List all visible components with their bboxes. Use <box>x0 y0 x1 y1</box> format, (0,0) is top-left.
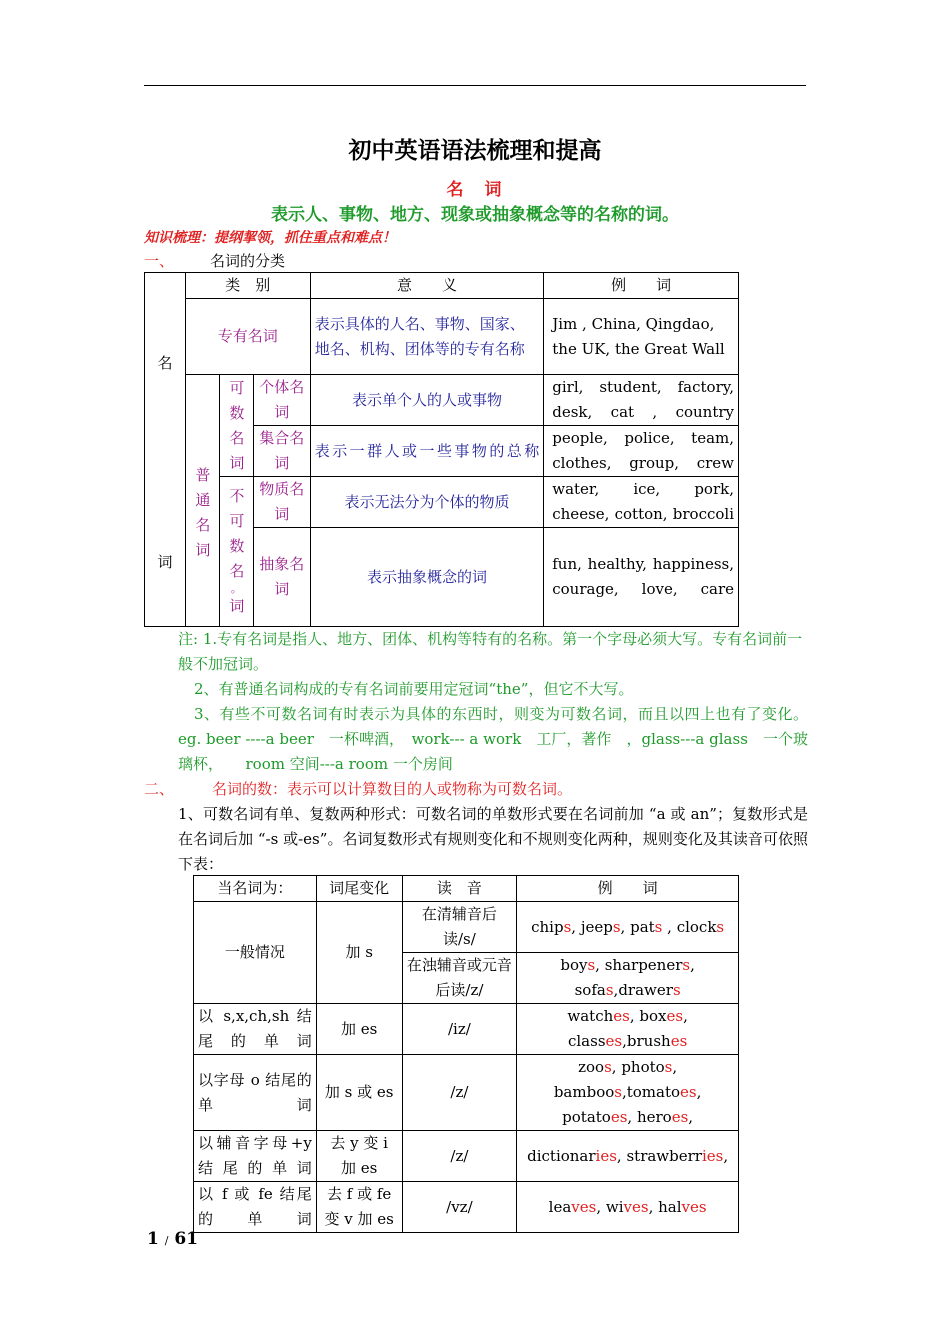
root-label-bottom: 词 <box>157 552 173 571</box>
example-word <box>627 1083 697 1101</box>
noun-definition: 表示人、事物、地方、现象或抽象概念等的名称的词。 <box>271 205 679 225</box>
current-page: 1 <box>147 1229 159 1249</box>
plural-ending: ies <box>701 1146 724 1165</box>
plural-ending: s <box>587 956 596 974</box>
plural-ending: es <box>671 1108 689 1126</box>
example-word <box>627 1032 687 1050</box>
plural-ending: es <box>670 1032 688 1050</box>
noun-classification-table <box>144 272 739 627</box>
word-stem: potato <box>562 1108 611 1126</box>
common-label-char: 通 <box>195 491 211 509</box>
page-number <box>147 1229 198 1249</box>
sound-cell: /z/ <box>402 1131 517 1182</box>
examples-cell: leaves, wives, halves <box>517 1182 739 1233</box>
noun-meaning: 表示抽象概念的词 <box>310 528 544 627</box>
section-2-number: 二、 <box>144 780 175 798</box>
plural-ending: s <box>563 917 572 936</box>
general-case: 一般情况 <box>194 902 317 1004</box>
change-cell: 去 f 或 fe 变 v 加 es <box>316 1182 402 1233</box>
total-pages: 61 <box>174 1229 199 1249</box>
noun-examples: water, ice, pork, cheese, cotton, broccoli <box>544 477 739 528</box>
sound-cell: /z/ <box>402 1055 517 1131</box>
word-stem: watch <box>567 1007 614 1025</box>
noun-meaning: 表示无法分为个体的物质 <box>310 477 544 528</box>
header-examples: 例 词 <box>517 876 739 902</box>
common-label-char: 名 <box>195 516 211 534</box>
word-stem: box <box>639 1007 667 1025</box>
example-word <box>560 956 595 974</box>
example-word <box>568 1032 622 1050</box>
section-1-heading <box>144 250 285 271</box>
example-word <box>605 956 690 974</box>
plural-ending: es <box>666 1007 684 1025</box>
page-separator: / <box>164 1234 169 1247</box>
uncountable-label <box>219 477 253 627</box>
word-stem: sofa <box>574 981 606 999</box>
plural-ending: s <box>612 917 621 936</box>
plural-ending: s <box>605 981 614 999</box>
plural-ending: es <box>610 1108 628 1126</box>
root-label-top: 名 <box>157 353 173 372</box>
section-2-title: 名词的数：表示可以计算数目的人或物称为可数名词。 <box>212 780 573 798</box>
plural-rules-table <box>193 875 739 1233</box>
word-stem: tomato <box>626 1083 681 1101</box>
example-word <box>618 981 680 999</box>
common-noun-label <box>185 375 219 627</box>
example-word <box>531 918 571 936</box>
word-stem: zoo <box>578 1058 605 1076</box>
chapter-subtitle: 名 词 <box>446 180 504 200</box>
general-change: 加 s <box>316 902 402 1004</box>
noun-examples: people, police, team, clothes, group, crew <box>544 426 739 477</box>
change-cell: 加 s 或 es <box>316 1055 402 1131</box>
plural-ending: es <box>605 1032 623 1050</box>
word-stem: boy <box>560 956 588 974</box>
header-examples: 例 词 <box>544 273 739 299</box>
example-word <box>639 1007 683 1025</box>
example-word <box>626 1147 723 1165</box>
uncountable-label-char: 名 <box>229 562 245 580</box>
noun-type: 物质名词 <box>253 477 310 528</box>
word-stem: chip <box>531 917 564 936</box>
example-word <box>637 1108 688 1126</box>
example-word <box>606 1198 649 1216</box>
condition-cell: 以辅音字母+y 结尾的单词 <box>194 1131 317 1182</box>
example-word <box>677 918 724 936</box>
proper-noun-label: 专有名词 <box>185 299 310 375</box>
plural-ending: s <box>664 1058 673 1076</box>
examples-cell: boys, sharpeners, sofas,drawers <box>517 953 739 1004</box>
countable-label-char: 可 <box>229 378 245 397</box>
countable-label <box>219 375 253 477</box>
common-label-char: 词 <box>195 541 211 559</box>
uncountable-label-char: 。 <box>230 582 242 595</box>
proper-noun-examples: Jim , China, Qingdao, the UK, the Great Wall <box>544 299 739 375</box>
change-cell: 加 es <box>316 1004 402 1055</box>
plural-ending: s <box>614 1083 622 1101</box>
plural-ending: s <box>672 981 681 999</box>
uncountable-label-char: 数 <box>229 537 245 555</box>
plural-ending: ies <box>595 1146 617 1165</box>
uncountable-label-char: 词 <box>229 597 245 615</box>
condition-cell: 以 s,x,ch,sh 结尾的单词 <box>194 1004 317 1055</box>
header-condition: 当名词为： <box>194 876 317 902</box>
word-stem: clock <box>676 917 717 936</box>
noun-examples: fun, healthy, happiness, courage, love, care <box>544 528 739 627</box>
plural-intro-paragraph: 1、可数名词有单、复数两种形式：可数名词的单数形式要在名词前加 “a 或 an”；复数形式是在名词后加 “-s 或-es”。名词复数形式有规则变化和不规则变化两种，规则变化及其读音可依照下表： <box>178 805 808 873</box>
example-word <box>562 1108 627 1126</box>
header-category: 类 别 <box>185 273 310 299</box>
root-label-cell <box>145 273 186 627</box>
example-word <box>578 1058 612 1076</box>
note-3: 3、有些不可数名词有时表示为具体的东西时，则变为可数名词，而且以四上也有了变化。eg. beer ----a beer 一杯啤酒， work--- a work 工厂，著作 ，glass---a glass 一个玻璃杯， room 空间---a room 一个房间 <box>178 705 808 773</box>
examples-cell: dictionaries, strawberries, <box>517 1131 739 1182</box>
plural-ending: ves <box>571 1197 597 1216</box>
example-word <box>527 1147 617 1165</box>
change-cell: 去 y 变 i 加 es <box>316 1131 402 1182</box>
word-stem: wi <box>605 1197 624 1216</box>
noun-type: 集合名词 <box>253 426 310 477</box>
examples-cell: zoos, photos, bamboos,tomatoes, potatoes, heroes, <box>517 1055 739 1131</box>
example-word <box>630 918 662 936</box>
header-meaning: 意 义 <box>310 273 544 299</box>
word-stem: hal <box>658 1197 682 1216</box>
header-change: 词尾变化 <box>316 876 402 902</box>
header-rule <box>144 85 806 86</box>
sound-cell: 在清辅音后读/s/ <box>402 902 517 953</box>
examples-cell: watches, boxes, classes,brushes <box>517 1004 739 1055</box>
example-word <box>575 981 614 999</box>
noun-meaning: 表示单个人的人或事物 <box>310 375 544 426</box>
section-2-heading <box>144 777 572 802</box>
examples-cell: chips, jeeps, pats , clocks <box>517 902 739 953</box>
word-stem: photo <box>621 1058 665 1076</box>
sound-cell: 在浊辅音或元音后读/z/ <box>402 953 517 1004</box>
proper-noun-meaning: 表示具体的人名、事物、国家、地名、机构、团体等的专有名称 <box>310 299 544 375</box>
example-word <box>658 1198 706 1216</box>
plural-ending: ves <box>681 1197 707 1216</box>
word-stem: sharpener <box>604 956 683 974</box>
notes-block <box>178 627 808 777</box>
noun-examples: girl, student, factory, desk, cat , country <box>544 375 739 426</box>
plural-ending: s <box>604 1058 612 1076</box>
example-word <box>549 1198 597 1216</box>
word-stem: pat <box>630 917 655 936</box>
word-stem: jeep <box>580 917 613 936</box>
word-stem: drawer <box>618 981 673 999</box>
uncountable-label-char: 不 <box>229 487 245 505</box>
word-stem: brush <box>626 1032 671 1050</box>
word-stem: lea <box>548 1197 572 1216</box>
example-word <box>581 918 621 936</box>
noun-meaning: 表示一群人或一些事物的总称 <box>310 426 544 477</box>
example-word <box>554 1083 622 1101</box>
plural-ending: ves <box>623 1197 649 1216</box>
note-1: 注: 1.专有名词是指人、地方、团体、机构等特有的名称。第一个字母必须大写。专有名词前一般不加冠词。 <box>178 630 803 673</box>
word-stem: hero <box>636 1108 672 1126</box>
plural-ending: es <box>613 1007 630 1025</box>
plural-ending: es <box>680 1083 697 1101</box>
noun-type: 个体名词 <box>253 375 310 426</box>
word-stem: class <box>567 1032 606 1050</box>
sound-cell: /vz/ <box>402 1182 517 1233</box>
word-stem: dictionar <box>527 1146 596 1165</box>
plural-ending: s <box>682 956 691 974</box>
common-label-char: 普 <box>195 466 211 484</box>
section-1-title: 名词的分类 <box>210 252 286 270</box>
word-stem: bamboo <box>553 1083 615 1101</box>
sound-cell: /iz/ <box>402 1004 517 1055</box>
condition-cell: 以字母 o 结尾的单词 <box>194 1055 317 1131</box>
condition-cell: 以 f 或 fe 结尾的单词 <box>194 1182 317 1233</box>
header-sound: 读 音 <box>402 876 517 902</box>
countable-label-char: 数 <box>229 403 245 422</box>
page-title: 初中英语语法梳理和提高 <box>348 137 602 164</box>
countable-label-char: 词 <box>229 453 245 472</box>
noun-type: 抽象名词 <box>253 528 310 627</box>
plural-ending: s <box>716 917 725 936</box>
plural-ending: s <box>654 917 663 936</box>
study-tip: 知识梳理：提纲挈领，抓住重点和难点！ <box>144 230 396 246</box>
example-word <box>621 1058 672 1076</box>
uncountable-label-char: 可 <box>229 512 245 530</box>
example-word <box>567 1007 629 1025</box>
section-1-number: 一、 <box>144 252 175 270</box>
countable-label-char: 名 <box>229 428 245 447</box>
note-2: 2、有普通名词构成的专有名词前要用定冠词“the”，但它不大写。 <box>194 680 634 698</box>
word-stem: strawberr <box>626 1146 702 1165</box>
